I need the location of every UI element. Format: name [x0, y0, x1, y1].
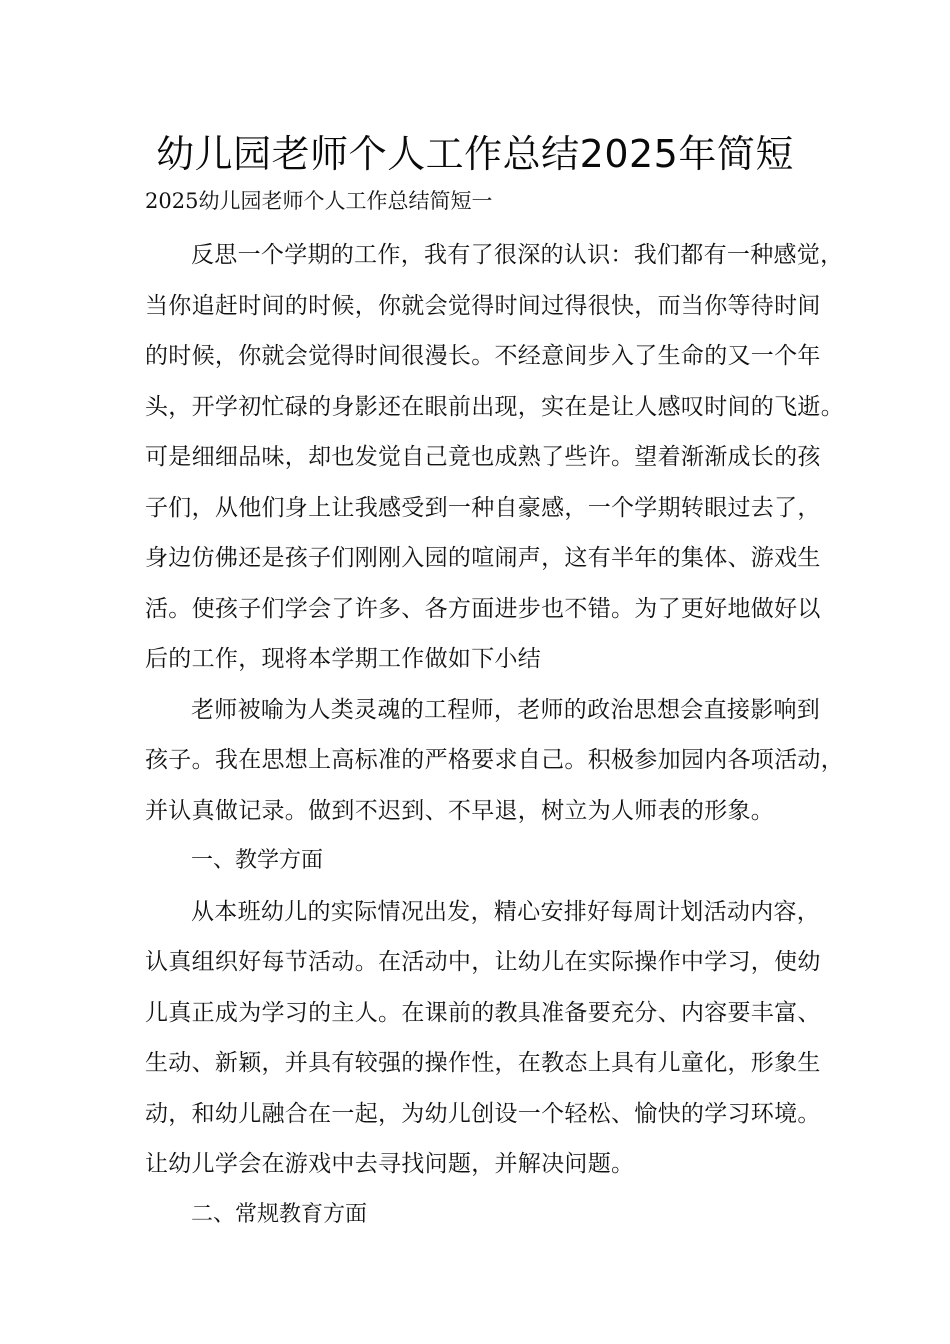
text-line: 让幼儿学会在游戏中去寻找问题，并解决问题。: [145, 1151, 635, 1177]
text-line: 动，和幼儿融合在一起，为幼儿创设一个轻松、愉快的学习环境。: [145, 1100, 821, 1127]
text-line: 当你追赶时间的时候，你就会觉得时间过得很快，而当你等待时间: [145, 292, 821, 319]
section-heading-routine: 二、常规教育方面: [191, 1201, 368, 1227]
text-line: 从本班幼儿的实际情况出发，精心安排好每周计划活动内容，: [191, 898, 821, 925]
paragraph-teaching: [145, 887, 835, 1190]
text-line: 身边仿佛还是孩子们刚刚入园的喧闹声，这有半年的集体、游戏生: [145, 545, 821, 571]
paragraph-reflection: [145, 230, 844, 685]
text-line: 头，开学初忙碌的身影还在眼前出现，实在是让人感叹时间的飞逝。: [145, 393, 844, 420]
document-body: [145, 230, 844, 1240]
text-line: 老师被喻为人类灵魂的工程师，老师的政治思想会直接影响到: [191, 696, 821, 723]
text-line: 活。使孩子们学会了许多、各方面进步也不错。为了更好地做好以: [145, 595, 821, 622]
text-line: 可是细细品味，却也发觉自己竟也成熟了些许。望着渐渐成长的孩: [145, 444, 821, 470]
paragraph-teacher-role: [145, 685, 844, 837]
text-line: 认真组织好每节活动。在活动中，让幼儿在实际操作中学习，使幼: [145, 949, 821, 975]
text-line: 生动、新颖，并具有较强的操作性，在教态上具有儿童化，形象生: [145, 1050, 821, 1076]
document-subtitle: 2025幼儿园老师个人工作总结简短一: [145, 189, 493, 213]
text-line: 子们，从他们身上让我感受到一种自豪感，一个学期转眼过去了，: [145, 494, 821, 521]
text-line: 并认真做记录。做到不迟到、不早退，树立为人师表的形象。: [145, 797, 775, 824]
text-line: 反思一个学期的工作，我有了很深的认识：我们都有一种感觉，: [191, 242, 844, 268]
text-line: 的时候，你就会觉得时间很漫长。不经意间步入了生命的又一个年: [145, 343, 821, 369]
document-title: 幼儿园老师个人工作总结2025年简短: [156, 132, 794, 176]
section-heading-teaching: 一、教学方面: [191, 848, 324, 873]
text-line: 后的工作，现将本学期工作做如下小结: [145, 646, 542, 672]
text-line: 儿真正成为学习的主人。在课前的教具准备要充分、内容要丰富、: [145, 999, 821, 1026]
text-line: 孩子。我在思想上高标准的严格要求自己。积极参加园内各项活动，: [145, 747, 844, 773]
